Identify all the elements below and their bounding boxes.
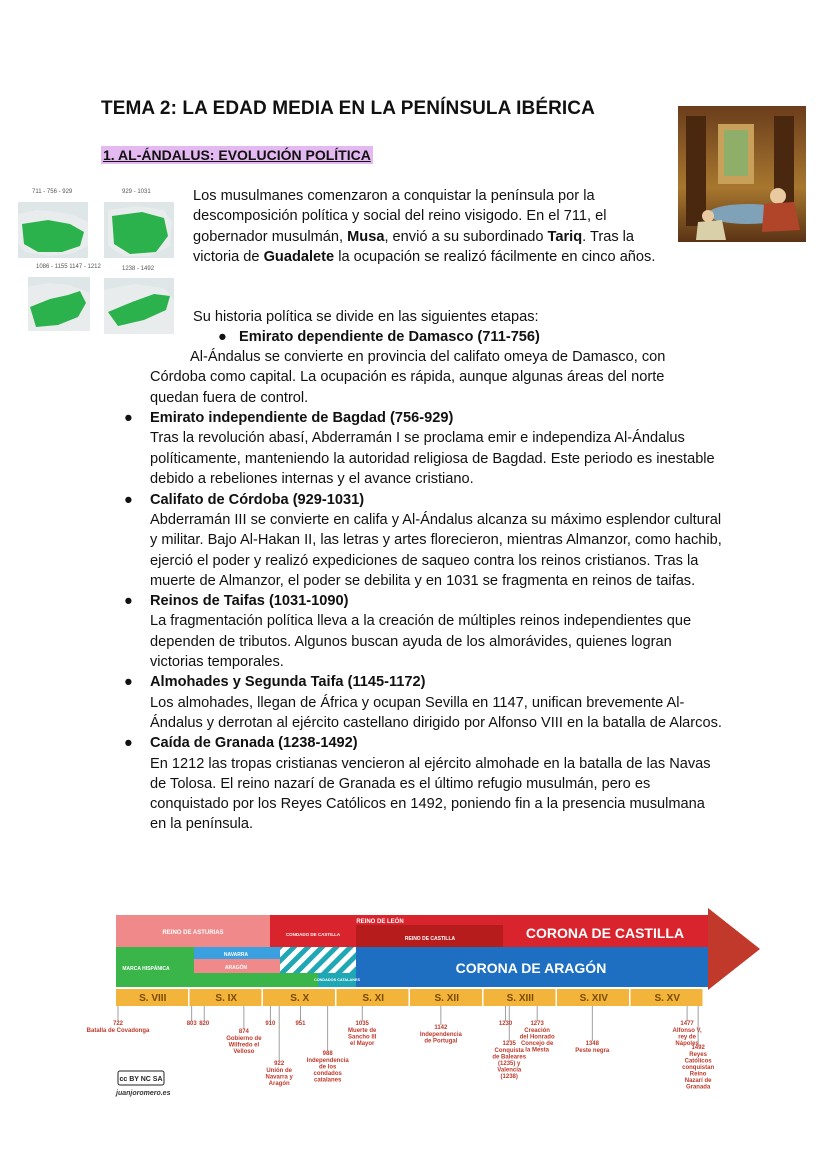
- event-description: Reino: [689, 1071, 707, 1078]
- event-description: Aragón: [268, 1081, 290, 1087]
- map-2: [104, 202, 174, 258]
- event-description: Sancho III: [348, 1034, 377, 1041]
- map-1: [18, 202, 88, 258]
- stage-5-text: Los almohades, llegan de África y ocupan Sevilla en 1147, unifican brevemente Al-Ándalus y derrotan al ejército castellano dirigido por Alfonso VIII en la batalla de Alarcos.: [150, 694, 722, 731]
- event-description: Reyes: [689, 1052, 707, 1058]
- event-description: condados: [313, 1071, 342, 1077]
- bullet: ●: [124, 491, 133, 508]
- stage-4-text: La fragmentación política lleva a la creación de múltiples reinos independientes que dependen de tributos. Algunos buscan ayuda de los almorávides, quienes logran victorias temporales.: [150, 613, 692, 671]
- label-condado-castilla: CONDADO DE CASTILLA: [285, 932, 341, 937]
- event-description: Alfonso V,: [672, 1028, 702, 1034]
- event-year: 803: [186, 1021, 197, 1027]
- event-description: de Baleares: [492, 1054, 527, 1061]
- bullet: ●: [124, 593, 133, 610]
- label-condados: CONDADOS CATALANES: [313, 978, 361, 982]
- map-label-4: 1238 - 1492: [122, 266, 155, 272]
- event-year: 988: [322, 1051, 333, 1057]
- century-label: S. IX: [215, 993, 238, 1004]
- intro-text-4: la ocupación se realizó fácilmente en cinco años.: [334, 248, 656, 265]
- event-description: Católicos: [684, 1058, 712, 1065]
- event-description: conquistan: [682, 1065, 715, 1071]
- stage-6: [124, 733, 724, 834]
- license-site: juanjoromero.es: [116, 1090, 171, 1097]
- bullet: ●: [218, 329, 227, 345]
- intro-text-2: , envió a su subordinado: [384, 228, 548, 245]
- stage-1-text: Al-Ándalus se convierte en provincia del califato omeya de Damasco, con Córdoba como capital. La ocupación es rápida, aunque algunas áreas del norte quedan fuera de control.: [150, 349, 666, 406]
- label-corona-castilla: CORONA DE CASTILLA: [525, 925, 685, 941]
- event-year: 1235: [502, 1041, 516, 1047]
- stage-2: [124, 408, 724, 489]
- stage-1: [218, 327, 540, 347]
- label-reino-castilla: REINO DE CASTILLA: [404, 936, 456, 942]
- stage-3-text: Abderramán III se convierte en califa y Al-Ándalus alcanza su máximo esplendor cultural y militar. Bajo Al-Hakan II, las letras y artes florecieron, mientras Almanzor, como hachib, ejerció el poder y realizó expediciones de saqueo contra los reinos cristianos. Tras la muerte de Almanzor, el poder se debilita y en 1031 se fragmenta en reinos de taifas.: [150, 511, 722, 589]
- event-description: Batalla de Covadonga: [86, 1028, 150, 1034]
- century-label: S. XIII: [506, 993, 534, 1004]
- century-label: S. X: [290, 993, 310, 1004]
- bullet: ●: [124, 674, 133, 691]
- alhambra-painting: [678, 106, 806, 242]
- event-description: Granada: [685, 1084, 711, 1091]
- musa: Musa: [347, 228, 385, 245]
- stage-1-title: Emirato dependiente de Damasco (711-756): [239, 329, 540, 345]
- intro-text-1: Los musulmanes comenzaron a conquistar la península por la descomposición política y social del reino visigodo. En el 711, el gobernador musulmán,: [193, 188, 607, 245]
- event-description: Creación: [524, 1028, 550, 1034]
- event-description: Wilfredo el: [228, 1042, 260, 1049]
- event-description: Nazarí de: [684, 1078, 712, 1084]
- century-label: S. XIV: [579, 993, 608, 1004]
- band-striped: [280, 947, 356, 973]
- event-description: Navarra y: [265, 1074, 293, 1081]
- century-label: S. XI: [362, 993, 385, 1004]
- century-label: S. VIII: [139, 993, 167, 1004]
- tariq: Tariq: [547, 228, 583, 245]
- band-marca-3: [280, 973, 318, 987]
- event-description: el Mayor: [350, 1041, 375, 1047]
- stage-3: [124, 490, 724, 591]
- event-description: (1238): [500, 1074, 518, 1080]
- map-label-3: 1086 - 1155 1147 - 1212: [36, 264, 101, 270]
- stage-4: [124, 591, 724, 672]
- timeline-diagram: [0, 905, 828, 1105]
- century-label: S. XV: [654, 993, 681, 1004]
- event-year: 1142: [434, 1025, 448, 1031]
- label-navarra: NAVARRA: [223, 952, 249, 958]
- intro-paragraph: [193, 186, 673, 267]
- event-description: Muerte de: [348, 1028, 377, 1034]
- event-description: Nápoles: [675, 1041, 699, 1047]
- cc-license-text: cc BY NC SA: [119, 1076, 163, 1083]
- stage-6-text: En 1212 las tropas cristianas vencieron al ejército almohade en la batalla de las Navas de Tolosa. El reino nazarí de Granada es el último refugio musulmán, pero es conquistado por los Reyes Católicos en 1492, poniendo fin a la presencia musulmana en la península.: [150, 755, 711, 833]
- event-description: Velloso: [233, 1049, 255, 1055]
- event-year: 1273: [530, 1021, 544, 1027]
- guadalete: Guadalete: [263, 248, 335, 265]
- event-description: del Honrado: [519, 1034, 555, 1041]
- event-year: 874: [238, 1029, 249, 1035]
- event-description: la Mesta: [525, 1047, 549, 1054]
- stage-5-title: Almohades y Segunda Taifa (1145-1172): [150, 674, 426, 691]
- event-year: 951: [295, 1021, 306, 1027]
- bullet: ●: [124, 735, 133, 752]
- intro-stages-line: Su historia política se divide en las siguientes etapas:: [193, 309, 539, 325]
- event-year: 910: [265, 1021, 276, 1027]
- event-year: 1492: [691, 1045, 705, 1051]
- band-marca-2: [194, 973, 280, 987]
- event-description: de Portugal: [424, 1038, 458, 1045]
- label-aragon: ARAGÓN: [224, 965, 248, 971]
- event-year: 1230: [498, 1021, 513, 1027]
- label-marca: MARCA HISPÁNICA: [122, 966, 170, 972]
- stage-3-title: Califato de Córdoba (929-1031): [150, 491, 365, 508]
- century-bar: [116, 989, 703, 1006]
- map-4: [104, 278, 174, 334]
- event-description: (1235) y: [498, 1061, 521, 1067]
- map-label-2: 929 - 1031: [122, 189, 151, 195]
- section-heading: 1. AL-ÁNDALUS: EVOLUCIÓN POLÍTICA: [103, 147, 371, 163]
- event-description: rey de: [678, 1034, 696, 1041]
- event-description: Peste negra: [575, 1048, 610, 1054]
- label-corona-aragon: CORONA DE ARAGÓN: [455, 960, 607, 976]
- stage-2-text: Tras la revolución abasí, Abderramán I se proclama emir e independiza Al-Ándalus políticamente, manteniendo la autoridad religiosa de Bagdad. Este periodo es inestable debido a rebeliones internas y el avance cristiano.: [150, 430, 715, 487]
- event-description: Concejo de: [520, 1041, 554, 1047]
- stage-list: [124, 408, 724, 835]
- event-description: Independencia: [419, 1032, 462, 1038]
- event-description: Gobierno de: [226, 1036, 262, 1042]
- stage-6-title: Caída de Granada (1238-1492): [150, 735, 358, 752]
- event-description: de los: [319, 1064, 337, 1071]
- intro-text-3: . Tras la victoria de: [193, 228, 635, 265]
- event-description: Unión de: [266, 1068, 293, 1074]
- century-label: S. XII: [434, 993, 459, 1004]
- stage-5: [124, 672, 724, 733]
- page-title: TEMA 2: LA EDAD MEDIA EN LA PENÍNSULA IBÉRICA: [101, 98, 595, 119]
- map-label-1: 711 - 756 - 929: [32, 189, 73, 195]
- label-asturias: REINO DE ASTURIAS: [162, 930, 224, 936]
- event-description: catalanes: [314, 1077, 342, 1084]
- bullet: ●: [124, 410, 133, 426]
- map-3: [28, 277, 90, 331]
- stage-4-title: Reinos de Taifas (1031-1090): [150, 593, 349, 610]
- event-year: 1477: [680, 1021, 694, 1027]
- stage-2-title: Emirato independiente de Bagdad (756-929): [150, 410, 454, 426]
- event-year: 820: [199, 1021, 210, 1027]
- event-description: Conquista: [494, 1048, 524, 1054]
- event-description: Valencia: [497, 1067, 522, 1074]
- event-markers: [87, 1006, 715, 1091]
- event-description: Independencia: [306, 1058, 349, 1064]
- event-year: 722: [112, 1021, 124, 1027]
- event-year: 1348: [585, 1041, 599, 1047]
- label-leon: REINO DE LEÓN: [356, 919, 404, 925]
- event-year: 922: [274, 1061, 285, 1067]
- event-year: 1035: [355, 1021, 369, 1027]
